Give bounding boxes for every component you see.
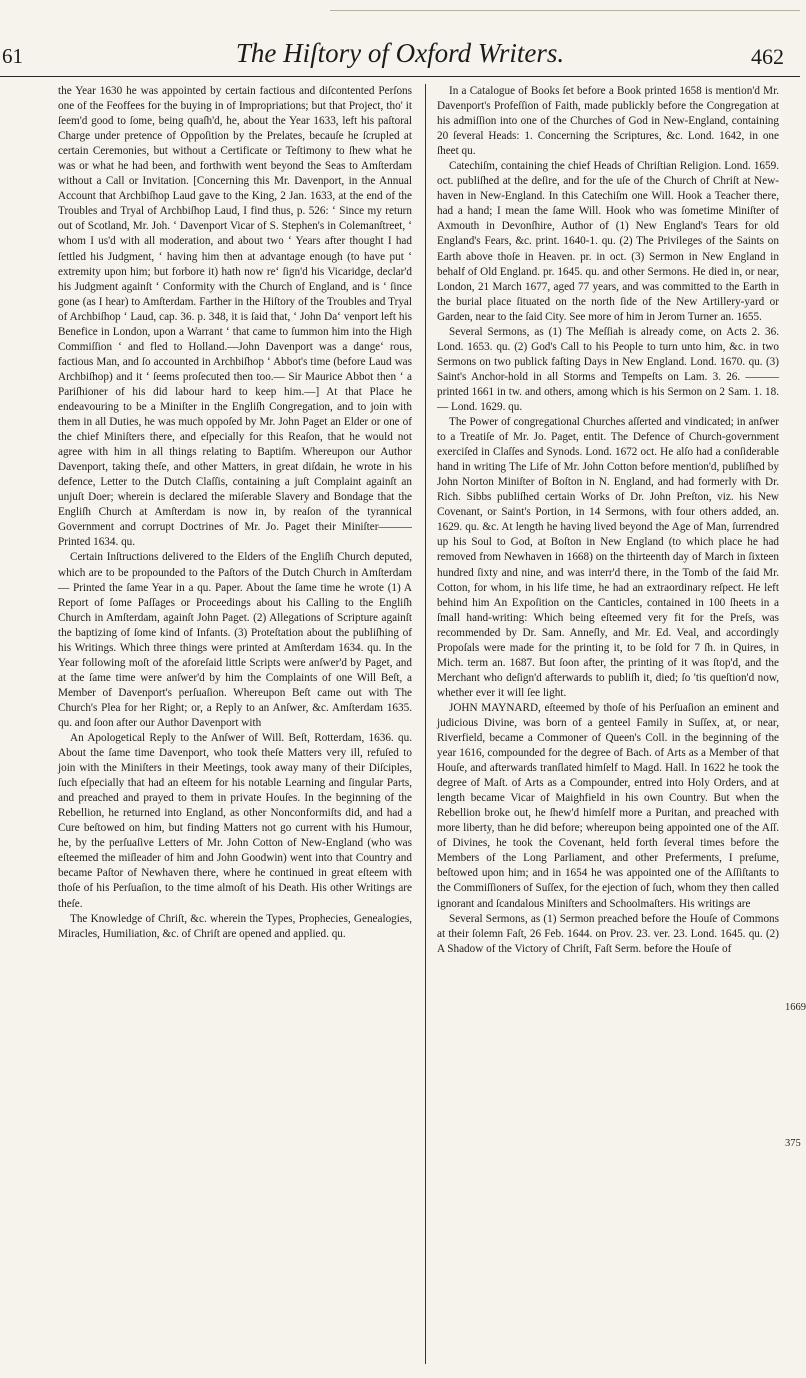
running-title-prefix: The Hiſtory of [235,38,389,68]
header-rule [0,76,800,77]
left-column [58,84,412,942]
right-paragraph-1: In a Catalogue of Books ſet before a Book printed 1658 is mention'd Mr. Davenport's Profeſſion of Faith, made publickly before the Congregation at his admiſſion into one of the Churches of God in New-England, containing 20 ſeveral Heads: 1. Concerning the Scriptures, &c. Lond. 1642, in one ſheet qu. [437,85,779,158]
page-number: 462 [751,44,784,69]
margin-note-number: 375 [785,1138,801,1149]
header-left-mark: 61 [2,44,23,68]
right-paragraph-2: Catechiſm, containing the chief Heads of Chriſtian Religion. Lond. 1659. oct. publiſhed at the deſire, and for the uſe of the Church of Chriſt at New-haven in New-England. In this Catechiſm one Will. Hook a Teacher there, had a hand; I mean the ſame Will. Hook who was ſometime Miniſter of Axmouth in Devonſhire, Author of (1) New England's Tears for old England's Fears, &c. print. 1640-1. qu. (2) The Privileges of the Saints on Earth above thoſe in Heaven. pr. in oct. (3) Sermon in New England in behalf of Old England. pr. 1645. qu. and other Sermons. He died in, or near, London, 21 March 1677, aged 77 years, and was committed to the Earth in the burial place ſituated on the north ſide of the New Artillery-yard or Garden, near to the ſaid City. See more of him in Jerom Turner an. 1655. [437,160,779,323]
right-paragraph-5: JOHN MAYNARD, eſteemed by thoſe of his Perſuaſion an eminent and judicious Divine, was born of a genteel Family in Suſſex, at, or near, Riverfield, became a Commoner of Queen's Coll. in the beginning of the year 1616, compounded for the degree of Bach. of Arts as a Member of that Houſe, and afterwards tranſlated himſelf to Magd. Hall. In 1622 he took the degree of Maſt. of Arts as a Compounder, entred into Holy Orders, and at length became Vicar of Maighfield in his own Country. But when the Rebellion broke out, he ſhew'd himſelf more a Puritan, and preached with more liberty, than he did before; whereupon being appointed one of the Aſſ. of Divines, he took the Covenant, held forth ſeveral times before the Members of the Long Parliament, and other Preferments, I preſume, beſtowed upon him; and in 1654 he was appointed one of the Aſſiſtants to the Commiſſioners of Suſſex, for the ejection of ſuch, whom they then called ignorant and ſcandalous Miniſters and Schoolmaſters. His writings are [437,701,779,910]
left-paragraph-1: the Year 1630 he was appointed by certain factious and diſcontented Perſons one of the Feoffees for the buying in of Impropriations; but that Project, tho' it ſeem'd good to ſome, being quaſh'd, he, about the Year 1633, left his paſtoral Charge under pretence of Oppoſition by the Prelates, becauſe he ſcrupled at certain Ceremonies, but without a Certificate or Teſtimony to ſhew what he was or what he had been, and forthwith went beyond the Seas to Amſterdam without a Call or Invitation. [Concerning this Mr. Davenport, in the Annual Account that Archbiſhop Laud gave to the King, 2 Jan. 1633, at the end of the Troubles and Tryal of Archbiſhop Laud, I find thus, p. 526: ‘ Since my return out of Scotland, Mr. Joh. ‘ Davenport Vicar of S. Stephen's in Colemanſtreet, ‘ whom I us'd with all moderation, and about two ‘ Years after thought I had ſettled his Judgment, ‘ having him then at advantage enough (to have put ‘ extremity upon him; but forbore it) hath now re‘ ſign'd his Vicaridge, declar'd his Judgment againſt ‘ Conformity with the Church of England, and is ‘ ſince gone (as I hear) to Amſterdam. Farther in the Hiſtory of the Troubles and Tryal of Archbiſhop ‘ Laud, cap. 36. p. 348, it is ſaid that, ‘ John Da‘ venport left his Benefice in London, upon a Warrant ‘ that came to ſummon him into the High Commiſſion ‘ and fled to Holland.—John Davenport was a dange‘ rous, factious Man, and ſo accounted in Archbiſhop ‘ Abbot's time (before Laud was Archbiſhop) and it ‘ ſeems proſecuted then too.— Sir Maurice Abbot then ‘ a Pariſhioner of his did labour hard to keep him.—] At that Place he endeavouring to be a Miniſter in the Engliſh Congregation, and to join with them in all Duties, he was much oppoſed by Mr. John Paget an Elder or one of the chief Miniſters there, and eſpecially for this Reaſon, that he would not agree with him in all things relating to Baptiſm. Whereupon our Author Davenport, taking theſe, and other Matters, in great diſdain, he wrote in his defence, Letter to the Dutch Claſſis, containing a juſt Complaint againſt an unjuſt Doer; wherein is declared the miſerable Slavery and Bondage that the Engliſh Church at Amſterdam is now in, by reaſon of the tyrannical Government and corrupt Doctrines of Mr. Jo. Paget their Miniſter———Printed 1634. qu. [58,85,412,549]
right-paragraph-6: Several Sermons, as (1) Sermon preached before the Houſe of Commons at their ſolemn Faſt, 26 Feb. 1644. on Prov. 23. ver. 23. Lond. 1645. qu. (2) A Shadow of the Victory of Chriſt, Faſt Serm. before the Houſe of [437,912,779,955]
column-divider [425,84,426,1364]
left-paragraph-3: An Apologetical Reply to the Anſwer of Will. Beſt, Rotterdam, 1636. qu. About the ſame time Davenport, who took theſe Matters very ill, refuſed to join with the Miniſters in their Meetings, took away many of their Diſciples, ſuch eſpecially that had an eſteem for his notable Learning and ſingular Parts, and preached and prayed to them in private Houſes. In the beginning of the Rebellion, he returned into England, as other Nonconformiſts did, and had a Cure beſtowed on him, but finding Matters not go current with his Humour, he, by the perſuaſive Letters of Mr. John Cotton of New-England (who was eſteemed the miſleader of him and John Goodwin) went into that Country and became Paſtor of Newhaven there, where he continued in great eſteem with thoſe of his Perſuaſion, to the time almoſt of his Death. His other Writings are theſe. [58,732,412,910]
left-paragraph-2: Certain Inſtructions delivered to the Elders of the Engliſh Church deputed, which are to be propounded to the Paſtors of the Dutch Church in Amſterdam — Printed the ſame Year in a qu. Paper. About the ſame time he wrote (1) A Report of ſome Paſſages or Proceedings about his Calling to the Engliſh Church in Amſterdam, againſt John Paget. (2) Allegations of Scripture againſt the baptizing of ſome kind of Infants. (3) Proteſtation about the publiſhing of his Writings. Which three things were printed at Amſterdam 1634. qu. In the Year following moſt of the aforeſaid little Scripts were anſwer'd by Paget, and at the ſame time were anſwer'd by him the Complaints of one Will Beſt, a Member of Davenport's perſuaſion. Whereupon Beſt came out with The Church's Plea for her Right; or, a Reply to an Anſwer, &c. Amſterdam 1635. qu. and ſoon after our Author Davenport with [58,551,412,729]
margin-note-year: 1669 [785,1002,806,1013]
top-edge-mark [330,0,800,11]
right-column [437,84,779,957]
running-title [0,38,800,69]
right-paragraph-4: The Power of congregational Churches aſſerted and vindicated; in anſwer to a Treatiſe of Mr. Jo. Paget, entit. The Defence of Church-government exerciſed in Claſſes and Synods. Lond. 1672 oct. He alſo had a conſiderable hand in writing The Life of Mr. John Cotton before mention'd, publiſhed by John Norton Miniſter of Boſton in N. England, and had formerly with Dr. Rich. Sibbs publiſhed certain Works of Dr. John Preſton, viz. his New Covenant, or Saint's Portion, in 14 Sermons, with four others added, an. 1629. qu. &c. At length he having lived beyond the Age of Man, ſurrendred up his Soul to God, at Boſton in New England (to which place he had removed from Newhaven in 1668) on the thirteenth day of March in ſixteen hundred ſixty and nine, and was interr'd there, in the Tomb of the ſaid Mr. Cotton, for whom, in his life time, he had an extraordinary reſpect. He left behind him An Expoſition on the Canticles, contained in 100 ſheets in a ſmall hand-writing: Which being eſteemed very fit for the Preſs, was recommended by Dr. Sam. Anneſly, and Mr. Ed. Veal, and accordingly Propoſals were made for the printing it, to be ſold for 7 ſh. in Quires, in Mich. term an. 1687. But ſoon after, the printing of it was ſtop'd, and the Merchant who deſign'd afterwards to publiſh it, died; ſo 'tis queſtion'd now, whether ever it will ſee light. [437,416,779,699]
running-title-suffix: Oxford Writers. [395,38,565,68]
right-paragraph-3: Several Sermons, as (1) The Meſſiah is already come, on Acts 2. 36. Lond. 1653. qu. (2) God's Call to his People to turn unto him, &c. in two Sermons on two publick faſting Days in New England. Lond. 1670. qu. (3) Saint's Anchor-hold in all Storms and Tempeſts on Lam. 3. 26. ——— printed 1661 in tw. and others, among which is his Sermon on 2 Sam. 1. 18. — Lond. 1629. qu. [437,325,779,413]
left-paragraph-4: The Knowledge of Chriſt, &c. wherein the Types, Prophecies, Genealogies, Miracles, Humiliation, &c. of Chriſt are opened and applied. qu. [58,912,412,940]
